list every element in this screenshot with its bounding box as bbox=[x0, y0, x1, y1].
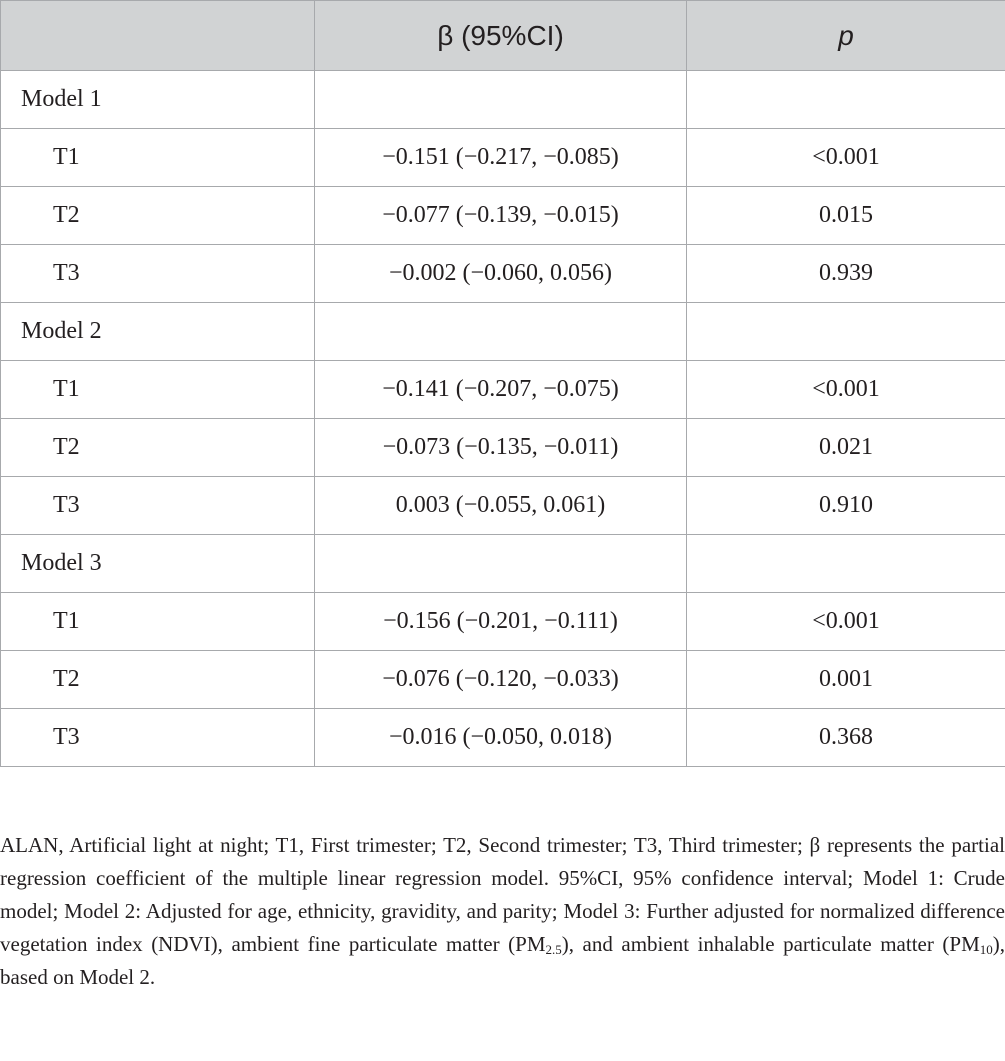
footnote-subscript: 10 bbox=[979, 942, 993, 957]
trimester-label: T1 bbox=[1, 593, 315, 651]
p-value: 0.021 bbox=[687, 419, 1005, 477]
model-label: Model 2 bbox=[1, 303, 315, 361]
trimester-label: T3 bbox=[1, 477, 315, 535]
trimester-label: T3 bbox=[1, 245, 315, 303]
p-value: 0.910 bbox=[687, 477, 1005, 535]
model-label: Model 1 bbox=[1, 71, 315, 129]
trimester-label: T2 bbox=[1, 187, 315, 245]
trimester-label: T2 bbox=[1, 651, 315, 709]
model-label: Model 3 bbox=[1, 535, 315, 593]
p-value: 0.939 bbox=[687, 245, 1005, 303]
table-row bbox=[1, 651, 1005, 709]
footnote-text: ), based on Model 2. bbox=[0, 932, 1005, 989]
table-header-row bbox=[1, 1, 1005, 71]
p-value: 0.001 bbox=[687, 651, 1005, 709]
p-value: <0.001 bbox=[687, 129, 1005, 187]
beta-value: −0.077 (−0.139, −0.015) bbox=[315, 187, 687, 245]
trimester-label: T1 bbox=[1, 361, 315, 419]
table-row bbox=[1, 593, 1005, 651]
header-empty-cell bbox=[1, 1, 315, 71]
trimester-label: T3 bbox=[1, 709, 315, 767]
empty-cell bbox=[315, 303, 687, 361]
table-row bbox=[1, 245, 1005, 303]
p-value: 0.368 bbox=[687, 709, 1005, 767]
footnote-text: ), and ambient inhalable particulate matter (PM bbox=[561, 932, 980, 956]
empty-cell bbox=[687, 535, 1005, 593]
table-row bbox=[1, 129, 1005, 187]
p-value: <0.001 bbox=[687, 361, 1005, 419]
trimester-label: T2 bbox=[1, 419, 315, 477]
beta-value: −0.073 (−0.135, −0.011) bbox=[315, 419, 687, 477]
empty-cell bbox=[315, 71, 687, 129]
p-value: <0.001 bbox=[687, 593, 1005, 651]
table-row bbox=[1, 419, 1005, 477]
table-row bbox=[1, 361, 1005, 419]
footnote-text: ALAN, Artificial light at night; T1, First trimester; T2, Second trimester; T3, Third trimester; β represents the partial regression coefficient of the multiple linear regression model. 95%CI, 95% confidence interval; Model 1: Crude model; Model 2: Adjusted for age, ethnicity, gravidity, and parity; Model 3: Further adjusted for normalized difference vegetation index (NDVI), ambient fine particulate matter (PM bbox=[0, 833, 1005, 956]
model-row bbox=[1, 71, 1005, 129]
header-p-value: p bbox=[687, 1, 1005, 71]
trimester-label: T1 bbox=[1, 129, 315, 187]
beta-value: −0.002 (−0.060, 0.056) bbox=[315, 245, 687, 303]
table-row bbox=[1, 709, 1005, 767]
model-row bbox=[1, 303, 1005, 361]
footnote-subscript: 2.5 bbox=[545, 942, 562, 957]
model-row bbox=[1, 535, 1005, 593]
table-row bbox=[1, 477, 1005, 535]
beta-value: −0.156 (−0.201, −0.111) bbox=[315, 593, 687, 651]
p-value: 0.015 bbox=[687, 187, 1005, 245]
beta-value: −0.151 (−0.217, −0.085) bbox=[315, 129, 687, 187]
empty-cell bbox=[315, 535, 687, 593]
empty-cell bbox=[687, 303, 1005, 361]
beta-value: −0.016 (−0.050, 0.018) bbox=[315, 709, 687, 767]
empty-cell bbox=[687, 71, 1005, 129]
beta-value: −0.141 (−0.207, −0.075) bbox=[315, 361, 687, 419]
beta-value: −0.076 (−0.120, −0.033) bbox=[315, 651, 687, 709]
beta-value: 0.003 (−0.055, 0.061) bbox=[315, 477, 687, 535]
header-beta: β (95%CI) bbox=[315, 1, 687, 71]
table-row bbox=[1, 187, 1005, 245]
table-footnote bbox=[0, 829, 1005, 994]
